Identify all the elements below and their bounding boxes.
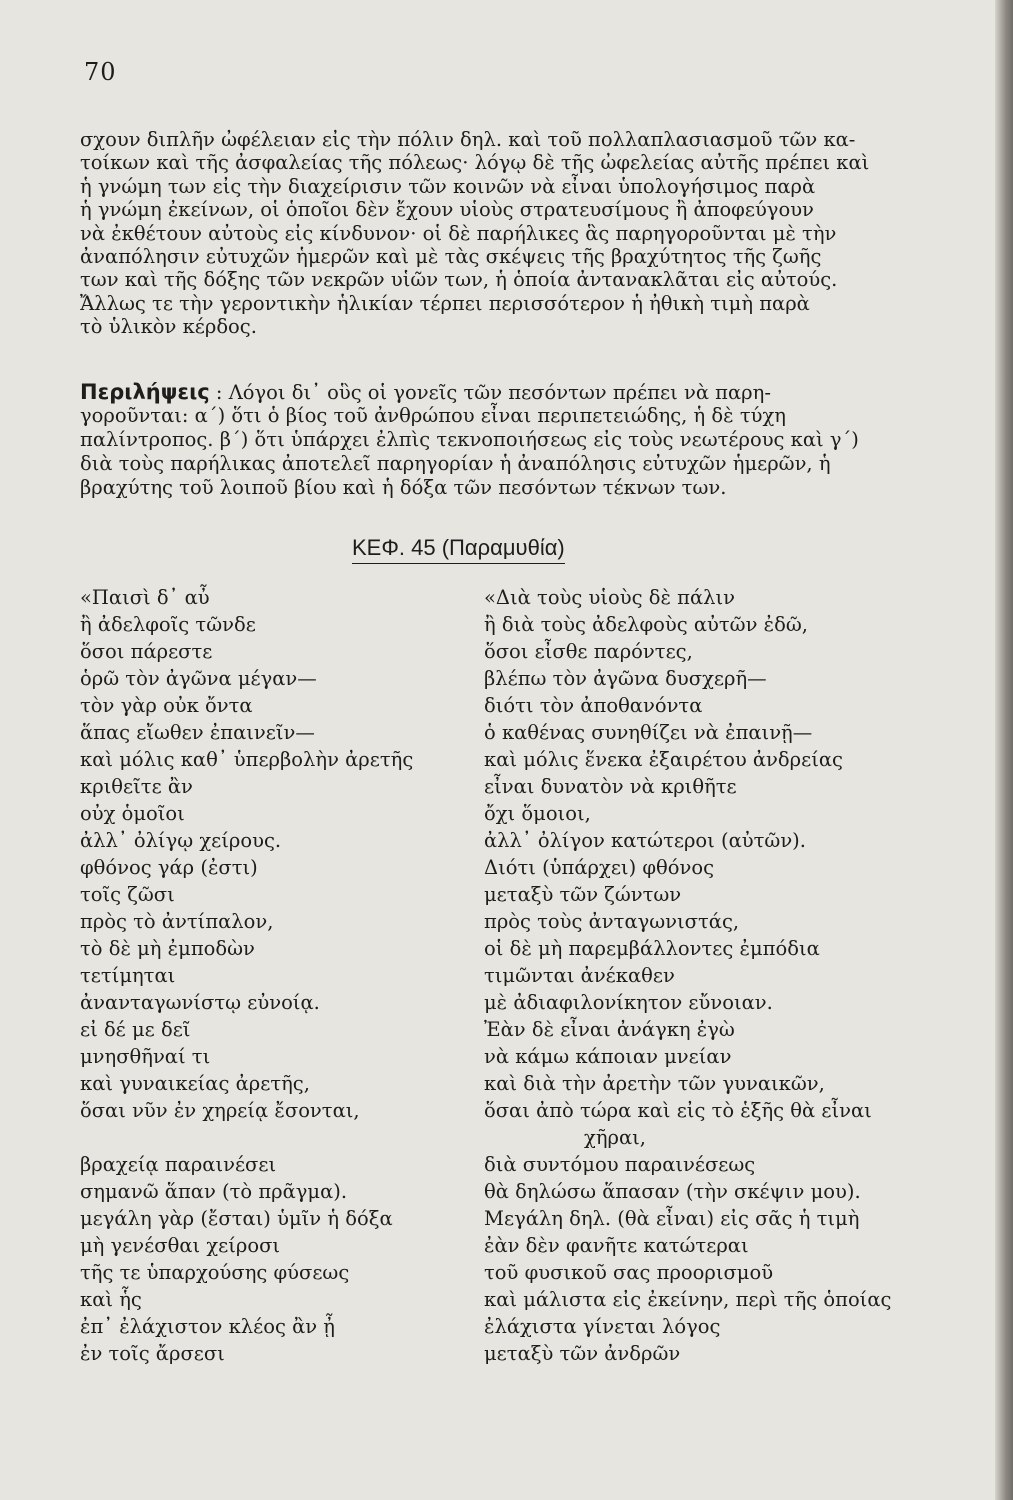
translation-line: ἐὰν δὲν φανῆτε κατώτεραι — [484, 1234, 749, 1257]
verse-line: μνησθῆναί τι — [80, 1045, 211, 1068]
summary-first-line — [80, 380, 960, 404]
verse-line: ἐπ᾽ ἐλάχιστον κλέος ἂν ᾖ — [80, 1315, 335, 1338]
summary-text: Λόγοι δι᾽ οὓς οἱ γονεῖς τῶν πεσόντων πρέπει νὰ παρη- — [228, 381, 771, 404]
verse-line: ἅπας εἴωθεν ἐπαινεῖν— — [80, 721, 315, 744]
text-line: Ἄλλως τε τὴν γεροντικὴν ἡλικίαν τέρπει περισσότερον ἡ ἠθικὴ τιμὴ παρὰ — [80, 291, 810, 315]
translation-line: ὅσαι ἀπὸ τώρα καὶ εἰς τὸ ἑξῆς θὰ εἶναι — [484, 1099, 872, 1122]
verse-line: εἰ δέ με δεῖ — [80, 1018, 191, 1041]
verse-line: μεγάλη γὰρ (ἔσται) ὑμῖν ἡ δόξα — [80, 1207, 393, 1230]
translation-line: νὰ κάμω κάποιαν μνείαν — [484, 1045, 732, 1068]
verse-line: ὅσαι νῦν ἐν χηρείᾳ ἔσονται, — [80, 1099, 360, 1122]
verse-line: βραχείᾳ παραινέσει — [80, 1153, 277, 1176]
translation-line: ὄχι ὅμοιοι, — [484, 802, 591, 825]
translation-column — [484, 584, 964, 1367]
verse-line: πρὸς τὸ ἀντίπαλον, — [80, 910, 274, 933]
translation-line: καὶ μάλιστα εἰς ἐκείνην, περὶ τῆς ὁποίας — [484, 1288, 892, 1311]
text-line: ἡ γνώμη ἐκείνων, οἱ ὁποῖοι δὲν ἔχουν υἱοὺς στρατευσίμους ἢ ἀποφεύγουν — [80, 198, 814, 222]
verse-line: ἀλλ᾽ ὀλίγῳ χείρους. — [80, 829, 282, 852]
summary-label: Περιλήψεις — [80, 380, 210, 404]
translation-line: «Διὰ τοὺς υἱοὺς δὲ πάλιν — [484, 586, 735, 609]
translation-line: ὅσοι εἶσθε παρόντες, — [484, 640, 693, 663]
translation-line: ἀλλ᾽ ὀλίγον κατώτεροι (αὐτῶν). — [484, 829, 806, 852]
translation-line: εἶναι δυνατὸν νὰ κριθῆτε — [484, 775, 737, 798]
translation-line: μὲ ἀδιαφιλονίκητον εὔνοιαν. — [484, 991, 773, 1014]
verse-line: τῆς τε ὑπαρχούσης φύσεως — [80, 1261, 350, 1284]
intro-paragraph — [80, 128, 960, 339]
verse-line: ὁρῶ τὸν ἀγῶνα μέγαν— — [80, 667, 317, 690]
summary-paragraph — [80, 380, 960, 500]
verse-line: ὅσοι πάρεστε — [80, 640, 213, 663]
greek-text-column — [80, 584, 460, 1367]
translation-line: βλέπω τὸν ἀγῶνα δυσχερῆ— — [484, 667, 767, 690]
text-line: των καὶ τῆς δόξης τῶν νεκρῶν υἱῶν των, ἡ ὁποία ἀντανακλᾶται εἰς αὐτούς. — [80, 268, 838, 292]
text-line: παλίντροπος. β΄) ὅτι ὑπάρχει ἐλπὶς τεκνοποιήσεως εἰς τοὺς νεωτέρους καὶ γ΄) — [80, 428, 859, 451]
text-line: διὰ τοὺς παρήλικας ἀποτελεῖ παρηγορίαν ἡ ἀναπόλησις εὐτυχῶν ἡμερῶν, ἡ — [80, 452, 831, 475]
verse-line: τετίμηται — [80, 964, 176, 987]
translation-line: διὰ συντόμου παραινέσεως — [484, 1153, 756, 1176]
translation-line: ἢ διὰ τοὺς ἀδελφοὺς αὐτῶν ἐδῶ, — [484, 613, 808, 636]
text-line: ἀναπόλησιν εὐτυχῶν ἡμερῶν καὶ μὲ τὰς σκέψεις τῆς βραχύτητος τῆς ζωῆς — [80, 244, 822, 268]
verse-line: φθόνος γάρ (ἐστι) — [80, 856, 258, 879]
page-edge-shadow — [995, 0, 1013, 1500]
chapter-heading: ΚΕΦ. 45 (Παραμυθία) — [352, 535, 565, 564]
verse-line: καὶ γυναικείας ἀρετῆς, — [80, 1072, 310, 1095]
translation-line: τοῦ φυσικοῦ σας προορισμοῦ — [484, 1261, 774, 1284]
verse-line: καὶ ἧς — [80, 1288, 142, 1311]
text-line: ἡ γνώμη των εἰς τὴν διαχείρισιν τῶν κοινῶν νὰ εἶναι ὑπολογήσιμος παρὰ — [80, 174, 816, 198]
text-line: γοροῦνται: α΄) ὅτι ὁ βίος τοῦ ἀνθρώπου εἶναι περιπετειώδης, ἡ δὲ τύχη — [80, 404, 786, 427]
verse-line: τοῖς ζῶσι — [80, 883, 175, 906]
verse-line: κριθεῖτε ἂν — [80, 775, 193, 798]
verse-line: οὐχ ὁμοῖοι — [80, 802, 185, 825]
translation-line: μεταξὺ τῶν ζώντων — [484, 883, 682, 906]
translation-line: ἐλάχιστα γίνεται λόγος — [484, 1315, 721, 1338]
translation-line: Διότι (ὑπάρχει) φθόνος — [484, 856, 715, 879]
translation-line: καὶ μόλις ἕνεκα ἐξαιρέτου ἀνδρείας — [484, 748, 843, 771]
translation-line: τιμῶνται ἀνέκαθεν — [484, 964, 675, 987]
verse-line: τὸ δὲ μὴ ἐμποδὼν — [80, 937, 255, 960]
translation-line: Μεγάλη δηλ. (θὰ εἶναι) εἰς σᾶς ἡ τιμὴ — [484, 1207, 860, 1230]
verse-line: σημανῶ ἅπαν (τὸ πρᾶγμα). — [80, 1180, 348, 1203]
translation-line: καὶ διὰ τὴν ἀρετὴν τῶν γυναικῶν, — [484, 1072, 825, 1095]
text-line: σχουν διπλῆν ὠφέλειαν εἰς τὴν πόλιν δηλ. καὶ τοῦ πολλαπλασιασμοῦ τῶν κα- — [80, 128, 856, 151]
translation-line-continuation: χῆραι, — [584, 1126, 646, 1149]
verse-line: καὶ μόλις καθ᾽ ὑπερβολὴν ἀρετῆς — [80, 748, 414, 771]
verse-line: ἢ ἀδελφοῖς τῶνδε — [80, 613, 256, 636]
verse-line: «Παισὶ δ᾽ αὖ — [80, 586, 210, 609]
translation-line: διότι τὸν ἀποθανόντα — [484, 694, 703, 717]
text-line: τοίκων καὶ τῆς ἀσφαλείας τῆς πόλεως· λόγῳ δὲ τῆς ὠφελείας αὐτῆς πρέπει καὶ — [80, 151, 870, 175]
verse-line: ἐν τοῖς ἄρσεσι — [80, 1342, 225, 1365]
translation-line: Ἐὰν δὲ εἶναι ἀνάγκη ἐγὼ — [484, 1018, 735, 1041]
translation-line: πρὸς τοὺς ἀνταγωνιστάς, — [484, 910, 740, 933]
verse-line: τὸν γὰρ οὐκ ὄντα — [80, 694, 253, 717]
page-number: 70 — [84, 58, 117, 86]
text-line: βραχύτης τοῦ λοιποῦ βίου καὶ ἡ δόξα τῶν πεσόντων τέκνων των. — [80, 476, 727, 499]
verse-line: μὴ γενέσθαι χείροσι — [80, 1234, 281, 1257]
translation-line: οἱ δὲ μὴ παρεμβάλλοντες ἐμπόδια — [484, 937, 820, 960]
text-line: νὰ ἐκθέτουν αὐτοὺς εἰς κίνδυνον· οἱ δὲ παρήλικες ἃς παρηγοροῦνται μὲ τὴν — [80, 221, 837, 245]
summary-label-colon: : — [215, 381, 223, 404]
text-line: τὸ ὑλικὸν κέρδος. — [80, 315, 257, 339]
verse-line: ἀνανταγωνίστῳ εὐνοίᾳ. — [80, 991, 320, 1014]
verse-line-blank — [80, 1124, 460, 1151]
translation-line: μεταξὺ τῶν ἀνδρῶν — [484, 1342, 681, 1365]
translation-line: θὰ δηλώσω ἅπασαν (τὴν σκέψιν μου). — [484, 1180, 861, 1203]
translation-line: ὁ καθένας συνηθίζει νὰ ἐπαινῇ— — [484, 721, 813, 744]
